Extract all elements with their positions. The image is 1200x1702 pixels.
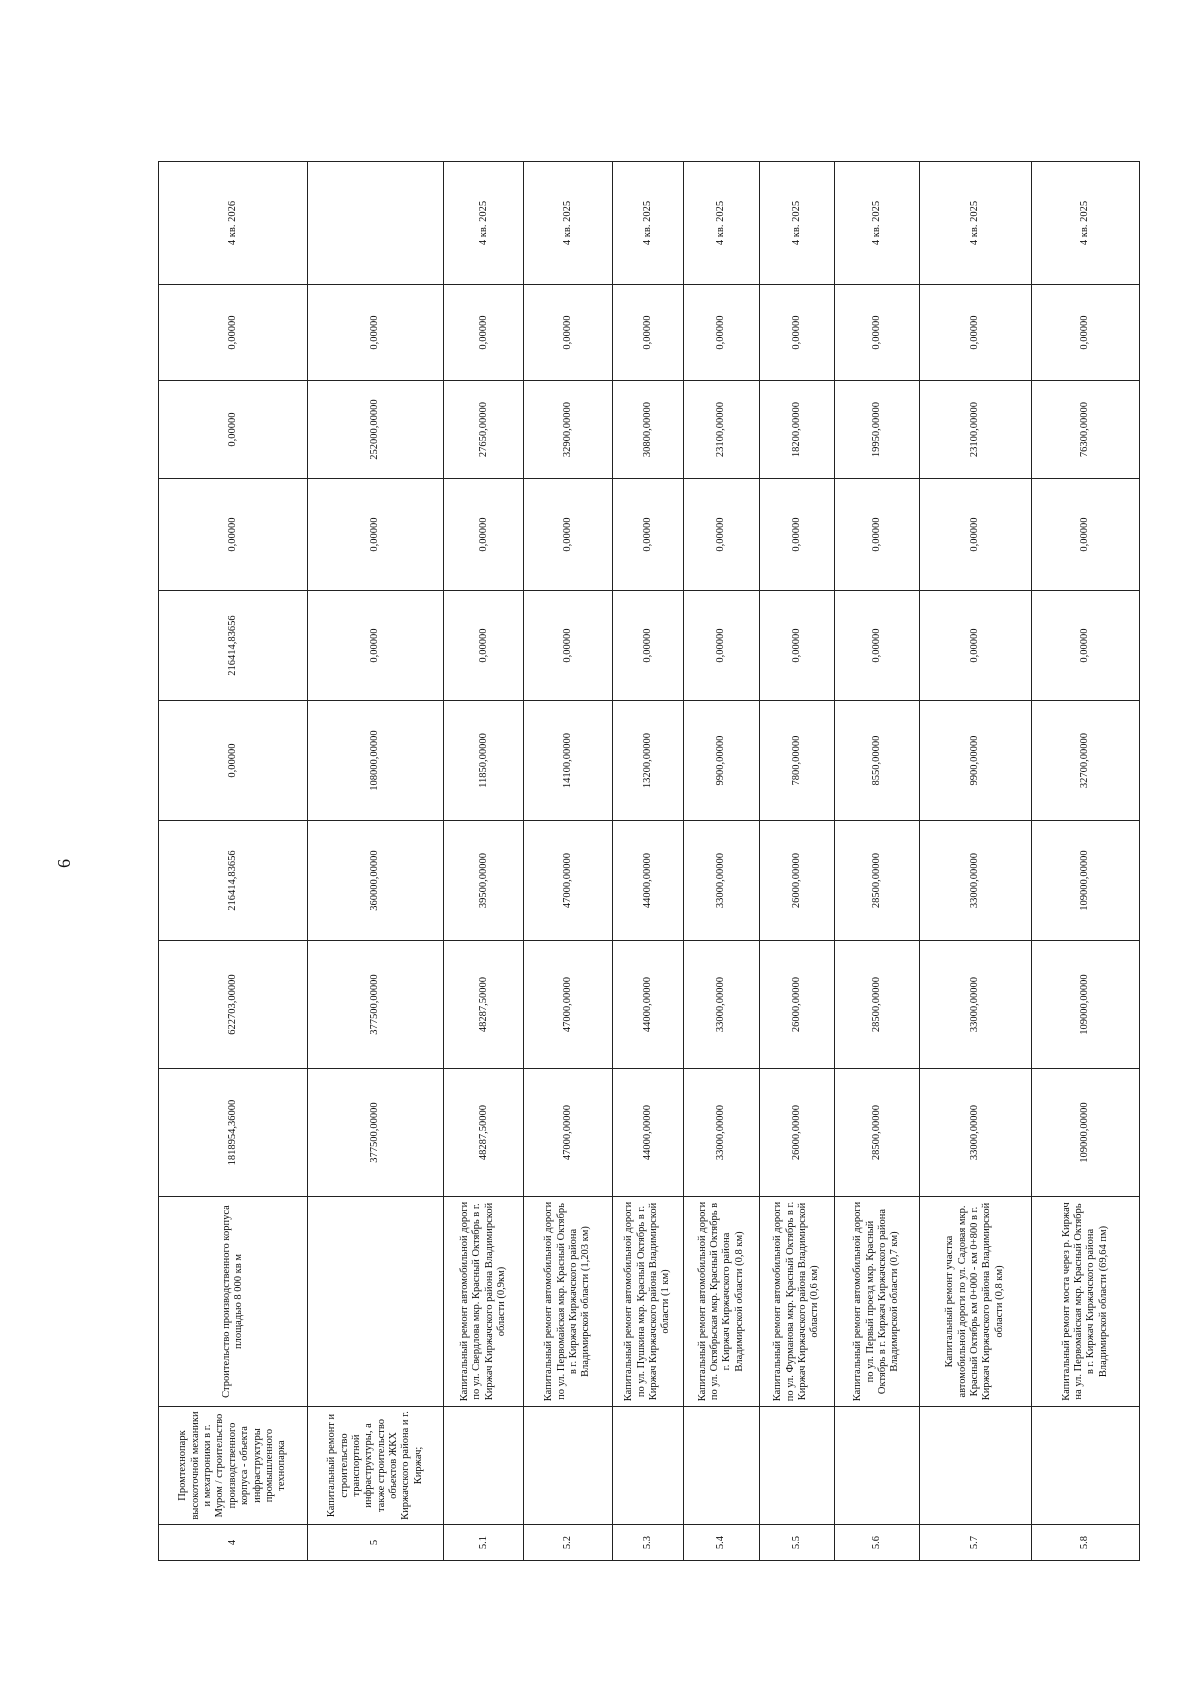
amount-cell: 0,00000 (759, 479, 835, 591)
amount-cell: 14100,00000 (524, 701, 613, 821)
amount-cell: 109000,00000 (1031, 821, 1139, 941)
amount-cell: 28500,00000 (835, 941, 919, 1069)
data-table (158, 161, 1140, 1561)
amount-cell: 0,00000 (308, 285, 444, 381)
amount-cell: 44000,00000 (612, 821, 683, 941)
table-row (1031, 162, 1139, 1561)
amount-cell: 33000,00000 (684, 821, 760, 941)
amount-cell: 0,00000 (524, 285, 613, 381)
object-name-cell: Капитальный ремонт и строительство транспортной инфраструктуры, а также строительство объектов ЖКХ Киржачского района и г. Киржач; (308, 1407, 444, 1525)
amount-cell: 0,00000 (759, 591, 835, 701)
amount-cell: 0,00000 (759, 285, 835, 381)
amount-cell: 0,00000 (159, 479, 308, 591)
amount-cell: 0,00000 (308, 479, 444, 591)
amount-cell: 39500,00000 (444, 821, 524, 941)
amount-cell: 0,00000 (444, 479, 524, 591)
amount-cell: 47000,00000 (524, 941, 613, 1069)
amount-cell: 28500,00000 (835, 1069, 919, 1197)
amount-cell: 0,00000 (919, 591, 1031, 701)
row-number-cell: 5.7 (919, 1525, 1031, 1561)
amount-cell: 33000,00000 (919, 941, 1031, 1069)
amount-cell: 26000,00000 (759, 941, 835, 1069)
deadline-cell: 4 кв. 2025 (444, 162, 524, 285)
row-number-cell: 5.6 (835, 1525, 919, 1561)
object-name-cell (612, 1407, 683, 1525)
amount-cell: 33000,00000 (684, 941, 760, 1069)
amount-cell: 28500,00000 (835, 821, 919, 941)
row-number-cell: 5.1 (444, 1525, 524, 1561)
amount-cell: 216414,83656 (159, 591, 308, 701)
description-cell: Капитальный ремонт автомобильной дороги по ул. Первомайская мкр. Красный Октябрь в г. Киржач Киржачского района Владимирской области (1,203 км) (524, 1197, 613, 1407)
table-row (444, 162, 524, 1561)
deadline-cell: 4 кв. 2025 (524, 162, 613, 285)
amount-cell: 0,00000 (612, 479, 683, 591)
object-name-cell (759, 1407, 835, 1525)
description-cell: Капитальный ремонт автомобильной дороги по ул. Фурманова мкр. Красный Октябрь в г. Киржач Киржачского района Владимирской области (0,6 км) (759, 1197, 835, 1407)
amount-cell: 47000,00000 (524, 821, 613, 941)
amount-cell: 0,00000 (159, 285, 308, 381)
row-number-cell: 5.4 (684, 1525, 760, 1561)
description-cell: Строительство производственного корпуса площадью 8 000 кв м (159, 1197, 308, 1407)
row-number-cell: 5.3 (612, 1525, 683, 1561)
description-cell: Капитальный ремонт автомобильной дороги по ул. Пушкина мкр. Красный Октябрь в г. Киржач Киржачского района Владимирской области (1 км) (612, 1197, 683, 1407)
table-row (159, 162, 308, 1561)
amount-cell: 8550,00000 (835, 701, 919, 821)
description-cell: Капитальный ремонт участка автомобильной дороги по ул. Садовая мкр. Красный Октябрь км 0+000 - км 0+800 в г. Киржач Киржачского района Владимирской области (0,8 км) (919, 1197, 1031, 1407)
amount-cell: 7800,00000 (759, 701, 835, 821)
deadline-cell: 4 кв. 2025 (684, 162, 760, 285)
object-name-cell (919, 1407, 1031, 1525)
deadline-cell: 4 кв. 2026 (159, 162, 308, 285)
amount-cell: 32700,00000 (1031, 701, 1139, 821)
amount-cell: 11850,00000 (444, 701, 524, 821)
amount-cell: 9900,00000 (684, 701, 760, 821)
amount-cell: 27650,00000 (444, 381, 524, 479)
amount-cell: 33000,00000 (684, 1069, 760, 1197)
amount-cell: 0,00000 (308, 591, 444, 701)
amount-cell: 108000,00000 (308, 701, 444, 821)
amount-cell: 0,00000 (1031, 591, 1139, 701)
amount-cell: 0,00000 (919, 479, 1031, 591)
deadline-cell: 4 кв. 2025 (759, 162, 835, 285)
amount-cell: 0,00000 (1031, 285, 1139, 381)
amount-cell: 0,00000 (835, 591, 919, 701)
description-cell: Капитальный ремонт автомобильной дороги по ул. Октябрьская мкр. Красный Октябрь в г. Киржач Киржачского района Владимирской области (0,8 км) (684, 1197, 760, 1407)
amount-cell: 0,00000 (919, 285, 1031, 381)
amount-cell: 0,00000 (612, 591, 683, 701)
row-number-cell: 5.2 (524, 1525, 613, 1561)
amount-cell: 216414,83656 (159, 821, 308, 941)
object-name-cell (684, 1407, 760, 1525)
table-row (684, 162, 760, 1561)
row-number-cell: 5 (308, 1525, 444, 1561)
amount-cell: 26000,00000 (759, 1069, 835, 1197)
table-row (524, 162, 613, 1561)
rotated-table-container (158, 161, 1140, 1561)
amount-cell: 19950,00000 (835, 381, 919, 479)
amount-cell: 26000,00000 (759, 821, 835, 941)
amount-cell: 48287,50000 (444, 941, 524, 1069)
amount-cell: 377500,00000 (308, 1069, 444, 1197)
amount-cell: 377500,00000 (308, 941, 444, 1069)
row-number-cell: 5.8 (1031, 1525, 1139, 1561)
amount-cell: 18200,00000 (759, 381, 835, 479)
amount-cell: 1818954,36000 (159, 1069, 308, 1197)
object-name-cell (835, 1407, 919, 1525)
object-name-cell (444, 1407, 524, 1525)
table-row (835, 162, 919, 1561)
description-cell: Капитальный ремонт автомобильной дороги по ул. Первый проезд мкр. Красный Октябрь в г. Киржач Киржачского района Владимирской области (0,7 км) (835, 1197, 919, 1407)
amount-cell: 252000,00000 (308, 381, 444, 479)
table-row (919, 162, 1031, 1561)
amount-cell: 48287,50000 (444, 1069, 524, 1197)
amount-cell: 0,00000 (835, 479, 919, 591)
description-cell (308, 1197, 444, 1407)
amount-cell: 0,00000 (684, 285, 760, 381)
amount-cell: 23100,00000 (684, 381, 760, 479)
amount-cell: 0,00000 (612, 285, 683, 381)
amount-cell: 109000,00000 (1031, 1069, 1139, 1197)
amount-cell: 0,00000 (524, 479, 613, 591)
table-row (612, 162, 683, 1561)
amount-cell: 0,00000 (159, 701, 308, 821)
table-row (759, 162, 835, 1561)
deadline-cell (308, 162, 444, 285)
amount-cell: 47000,00000 (524, 1069, 613, 1197)
amount-cell: 109000,00000 (1031, 941, 1139, 1069)
amount-cell: 0,00000 (444, 285, 524, 381)
amount-cell: 13200,00000 (612, 701, 683, 821)
table-row (308, 162, 444, 1561)
amount-cell: 0,00000 (684, 591, 760, 701)
amount-cell: 76300,00000 (1031, 381, 1139, 479)
row-number-cell: 5.5 (759, 1525, 835, 1561)
amount-cell: 44000,00000 (612, 1069, 683, 1197)
amount-cell: 0,00000 (444, 591, 524, 701)
deadline-cell: 4 кв. 2025 (1031, 162, 1139, 285)
amount-cell: 0,00000 (835, 285, 919, 381)
amount-cell: 0,00000 (159, 381, 308, 479)
object-name-cell: Промтехнопарк высокоточной механики и мехатроники в г. Муром / строительство производственного корпуса - объекта инфраструктуры промышленного технопарка (159, 1407, 308, 1525)
amount-cell: 360000,00000 (308, 821, 444, 941)
amount-cell: 23100,00000 (919, 381, 1031, 479)
deadline-cell: 4 кв. 2025 (612, 162, 683, 285)
amount-cell: 0,00000 (1031, 479, 1139, 591)
page-number: 6 (54, 859, 74, 868)
amount-cell: 32900,00000 (524, 381, 613, 479)
amount-cell: 44000,00000 (612, 941, 683, 1069)
amount-cell: 33000,00000 (919, 1069, 1031, 1197)
description-cell: Капитальный ремонт автомобильной дороги по ул. Свердлова мкр. Красный Октябрь в г. Киржач Киржачского района Владимирской области (0,9км) (444, 1197, 524, 1407)
amount-cell: 0,00000 (684, 479, 760, 591)
deadline-cell: 4 кв. 2025 (919, 162, 1031, 285)
row-number-cell: 4 (159, 1525, 308, 1561)
deadline-cell: 4 кв. 2025 (835, 162, 919, 285)
amount-cell: 30800,00000 (612, 381, 683, 479)
object-name-cell (1031, 1407, 1139, 1525)
description-cell: Капитальный ремонт моста через р. Киржач на ул. Первомайская мкр. Красный Октябрь в г. Киржач Киржачского района Владимирской области (69,64 пм) (1031, 1197, 1139, 1407)
amount-cell: 0,00000 (524, 591, 613, 701)
amount-cell: 9900,00000 (919, 701, 1031, 821)
amount-cell: 33000,00000 (919, 821, 1031, 941)
amount-cell: 622703,00000 (159, 941, 308, 1069)
object-name-cell (524, 1407, 613, 1525)
